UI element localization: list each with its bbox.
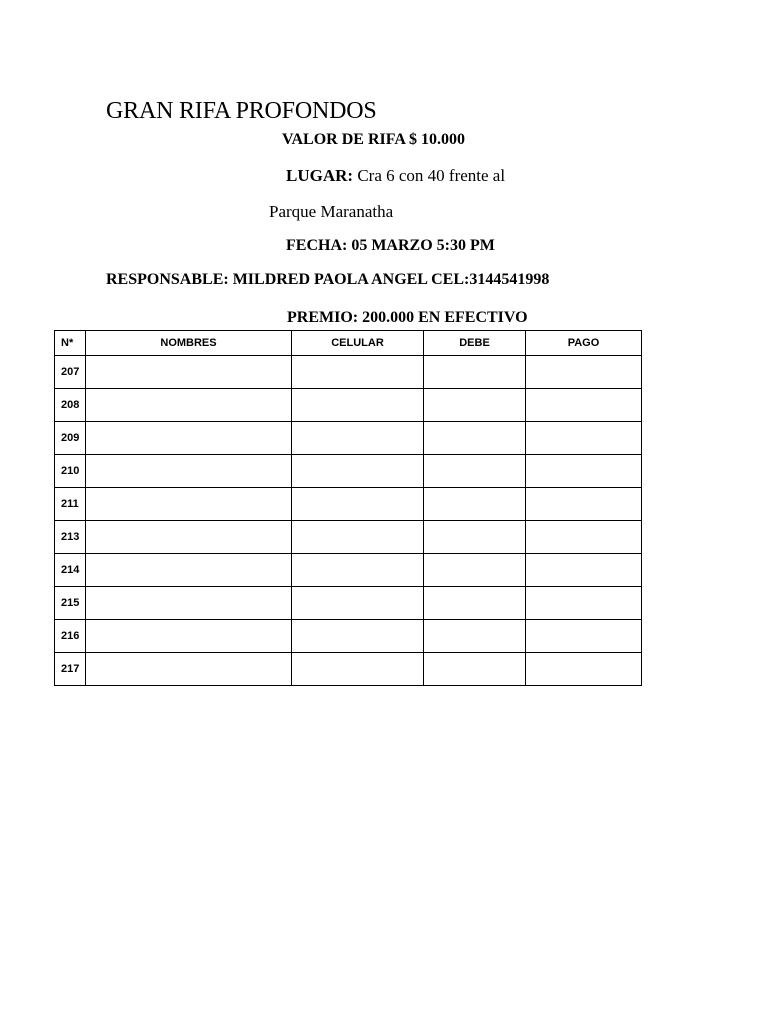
debe-cell[interactable] <box>424 587 526 620</box>
celular-cell[interactable] <box>292 389 424 422</box>
pago-cell[interactable] <box>526 554 642 587</box>
celular-cell[interactable] <box>292 488 424 521</box>
pago-cell[interactable] <box>526 653 642 686</box>
column-header-number: N* <box>55 331 86 356</box>
ticket-number: 211 <box>55 488 86 521</box>
pago-cell[interactable] <box>526 521 642 554</box>
celular-cell[interactable] <box>292 356 424 389</box>
pago-cell[interactable] <box>526 620 642 653</box>
raffle-location <box>286 166 505 186</box>
celular-cell[interactable] <box>292 620 424 653</box>
table-row <box>55 653 642 686</box>
debe-cell[interactable] <box>424 653 526 686</box>
nombres-cell[interactable] <box>86 653 292 686</box>
debe-cell[interactable] <box>424 554 526 587</box>
celular-cell[interactable] <box>292 587 424 620</box>
debe-cell[interactable] <box>424 488 526 521</box>
ticket-number: 216 <box>55 620 86 653</box>
document-title: GRAN RIFA PROFONDOS <box>106 98 377 124</box>
ticket-number: 209 <box>55 422 86 455</box>
column-header-debe: DEBE <box>424 331 526 356</box>
table-row <box>55 554 642 587</box>
nombres-cell[interactable] <box>86 587 292 620</box>
ticket-number: 208 <box>55 389 86 422</box>
ticket-number: 214 <box>55 554 86 587</box>
table-row <box>55 455 642 488</box>
raffle-responsible: RESPONSABLE: MILDRED PAOLA ANGEL CEL:3144541998 <box>106 271 550 288</box>
table-row <box>55 422 642 455</box>
table-row <box>55 620 642 653</box>
table-row <box>55 488 642 521</box>
raffle-value: VALOR DE RIFA $ 10.000 <box>282 131 465 148</box>
ticket-number: 217 <box>55 653 86 686</box>
pago-cell[interactable] <box>526 422 642 455</box>
location-label: LUGAR: <box>286 166 354 185</box>
table-row <box>55 521 642 554</box>
nombres-cell[interactable] <box>86 521 292 554</box>
nombres-cell[interactable] <box>86 422 292 455</box>
nombres-cell[interactable] <box>86 488 292 521</box>
nombres-cell[interactable] <box>86 389 292 422</box>
ticket-number: 207 <box>55 356 86 389</box>
debe-cell[interactable] <box>424 620 526 653</box>
nombres-cell[interactable] <box>86 554 292 587</box>
location-value: Cra 6 con 40 frente al <box>357 166 506 185</box>
pago-cell[interactable] <box>526 488 642 521</box>
pago-cell[interactable] <box>526 587 642 620</box>
debe-cell[interactable] <box>424 389 526 422</box>
celular-cell[interactable] <box>292 521 424 554</box>
pago-cell[interactable] <box>526 455 642 488</box>
pago-cell[interactable] <box>526 389 642 422</box>
location-continuation: Parque Maranatha <box>269 202 394 221</box>
pago-cell[interactable] <box>526 356 642 389</box>
ticket-number: 210 <box>55 455 86 488</box>
debe-cell[interactable] <box>424 521 526 554</box>
celular-cell[interactable] <box>292 653 424 686</box>
raffle-date: FECHA: 05 MARZO 5:30 PM <box>286 237 495 254</box>
table-row <box>55 356 642 389</box>
nombres-cell[interactable] <box>86 455 292 488</box>
ticket-number: 215 <box>55 587 86 620</box>
column-header-nombres: NOMBRES <box>86 331 292 356</box>
celular-cell[interactable] <box>292 422 424 455</box>
debe-cell[interactable] <box>424 422 526 455</box>
column-header-pago: PAGO <box>526 331 642 356</box>
nombres-cell[interactable] <box>86 620 292 653</box>
column-header-celular: CELULAR <box>292 331 424 356</box>
raffle-table <box>54 330 642 686</box>
debe-cell[interactable] <box>424 356 526 389</box>
table-row <box>55 587 642 620</box>
raffle-prize: PREMIO: 200.000 EN EFECTIVO <box>287 309 528 326</box>
debe-cell[interactable] <box>424 455 526 488</box>
celular-cell[interactable] <box>292 554 424 587</box>
nombres-cell[interactable] <box>86 356 292 389</box>
table-row <box>55 389 642 422</box>
table-header-row <box>55 331 642 356</box>
celular-cell[interactable] <box>292 455 424 488</box>
ticket-number: 213 <box>55 521 86 554</box>
